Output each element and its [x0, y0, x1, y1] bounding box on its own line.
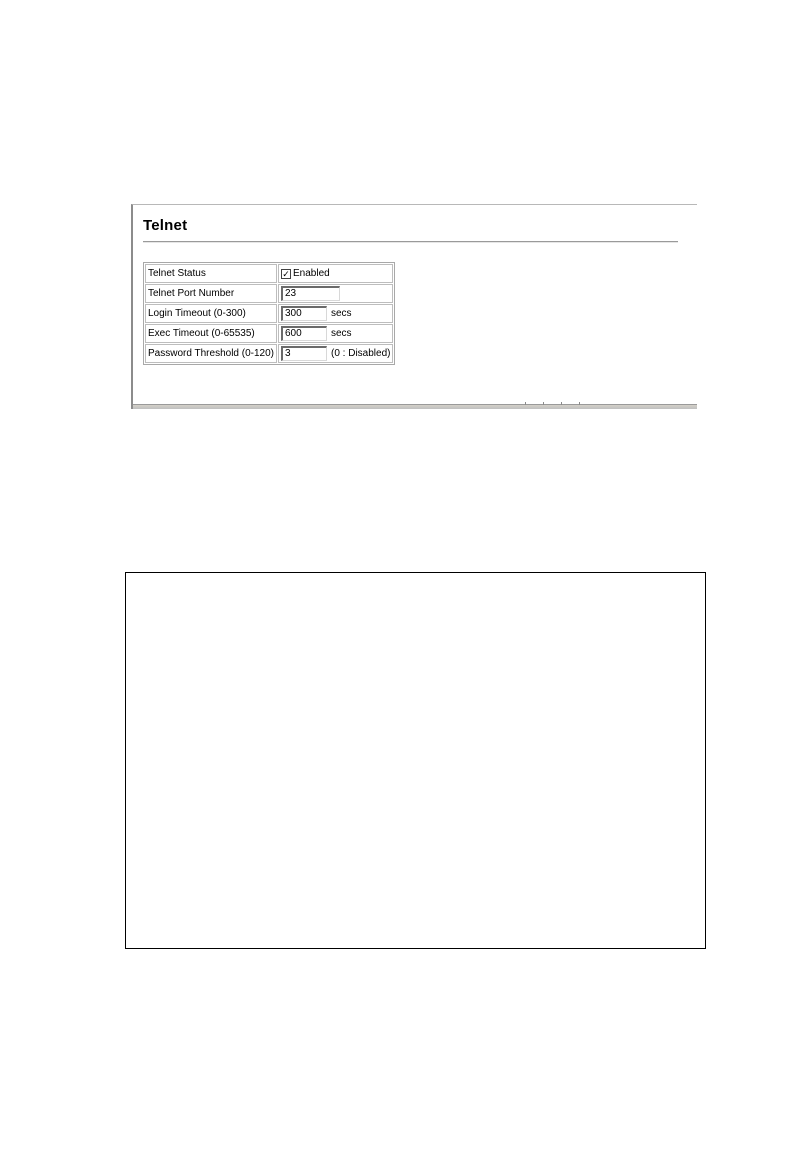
- exec-timeout-label: Exec Timeout (0-65535): [145, 324, 277, 343]
- telnet-status-cell: [278, 264, 393, 283]
- table-row: [145, 304, 393, 323]
- telnet-status-label: Telnet Status: [145, 264, 277, 283]
- edge-tick: [543, 402, 544, 405]
- password-threshold-label: Password Threshold (0-120): [145, 344, 277, 363]
- login-timeout-input[interactable]: 300: [281, 306, 327, 321]
- checkmark-icon: ✓: [282, 269, 290, 279]
- login-timeout-cell: [278, 304, 393, 323]
- telnet-status-value: Enabled: [293, 268, 330, 279]
- login-timeout-unit: secs: [331, 308, 352, 319]
- password-threshold-input[interactable]: 3: [281, 346, 327, 361]
- telnet-port-input[interactable]: 23: [281, 286, 340, 301]
- table-row: [145, 324, 393, 343]
- password-threshold-unit: (0 : Disabled): [331, 348, 391, 359]
- telnet-status-checkbox[interactable]: [281, 269, 291, 279]
- edge-tick: [579, 402, 580, 405]
- password-threshold-cell: [278, 344, 393, 363]
- exec-timeout-unit: secs: [331, 328, 352, 339]
- empty-frame: [125, 572, 706, 949]
- page-title: Telnet: [143, 217, 188, 234]
- table-row: [145, 284, 393, 303]
- telnet-settings-screenshot: [131, 204, 697, 409]
- telnet-settings-table: [143, 262, 395, 365]
- table-row: [145, 344, 393, 363]
- title-divider: [143, 241, 678, 243]
- telnet-port-cell: [278, 284, 393, 303]
- login-timeout-label: Login Timeout (0-300): [145, 304, 277, 323]
- table-row: [145, 264, 393, 283]
- window-bottom-edge: [133, 404, 697, 409]
- edge-tick: [525, 402, 526, 405]
- exec-timeout-input[interactable]: 600: [281, 326, 327, 341]
- edge-tick: [561, 402, 562, 405]
- telnet-port-label: Telnet Port Number: [145, 284, 277, 303]
- exec-timeout-cell: [278, 324, 393, 343]
